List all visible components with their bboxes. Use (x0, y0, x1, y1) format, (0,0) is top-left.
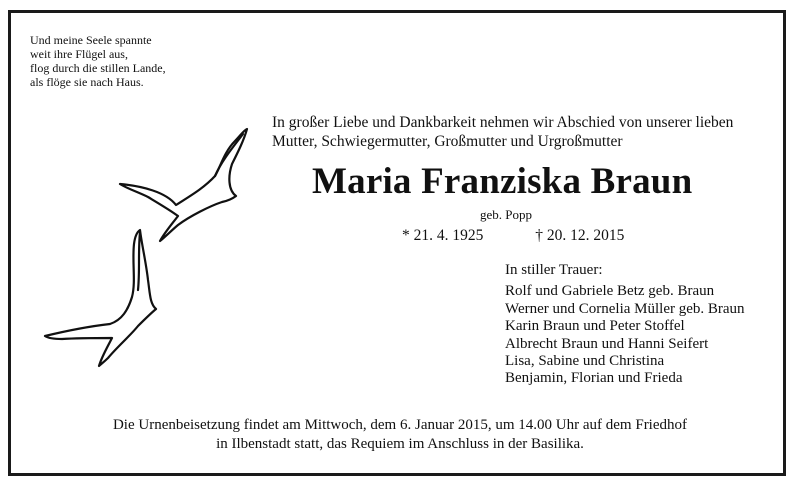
poem-line: weit ihre Flügel aus, (30, 47, 128, 61)
mourner-entry: Karin Braun und Peter Stoffel (505, 318, 685, 335)
deceased-name: Maria Franziska Braun (312, 161, 693, 202)
death-date: † 20. 12. 2015 (535, 227, 625, 244)
poem-line: Und meine Seele spannte (30, 33, 152, 47)
mourner-entry: Rolf und Gabriele Betz geb. Braun (505, 283, 715, 300)
burial-notice (0, 416, 800, 454)
mourner-entry: Lisa, Sabine und Christina (505, 353, 665, 370)
mourners-heading: In stiller Trauer: (505, 262, 603, 278)
maiden-name: geb. Popp (480, 207, 532, 222)
mourners-list (505, 262, 745, 388)
poem-line: flog durch die stillen Lande, (30, 61, 166, 75)
mourner-entry: Albrecht Braun und Hanni Seifert (505, 335, 709, 352)
lower-bird-wing (138, 232, 140, 290)
upper-bird-icon (120, 129, 247, 241)
birth-date: * 21. 4. 1925 (402, 227, 484, 244)
poem-line: als flöge sie nach Haus. (30, 75, 144, 89)
upper-bird-wing (215, 134, 243, 176)
intro-text (272, 113, 733, 151)
mourner-entry: Benjamin, Florian und Frieda (505, 370, 683, 387)
intro-line: In großer Liebe und Dankbarkeit nehmen wir Abschied von unserer lieben (272, 114, 734, 131)
life-dates (402, 226, 624, 245)
burial-line: Die Urnenbeisetzung findet am Mittwoch, dem 6. Januar 2015, um 14.00 Uhr auf dem Friedhof (112, 417, 688, 433)
intro-line: Mutter, Schwiegermutter, Großmutter und Urgroßmutter (272, 133, 623, 150)
burial-line: in Ilbenstadt statt, das Requiem im Anschluss in der Basilika. (216, 436, 584, 452)
mourner-entry: Werner und Cornelia Müller geb. Braun (505, 300, 745, 317)
